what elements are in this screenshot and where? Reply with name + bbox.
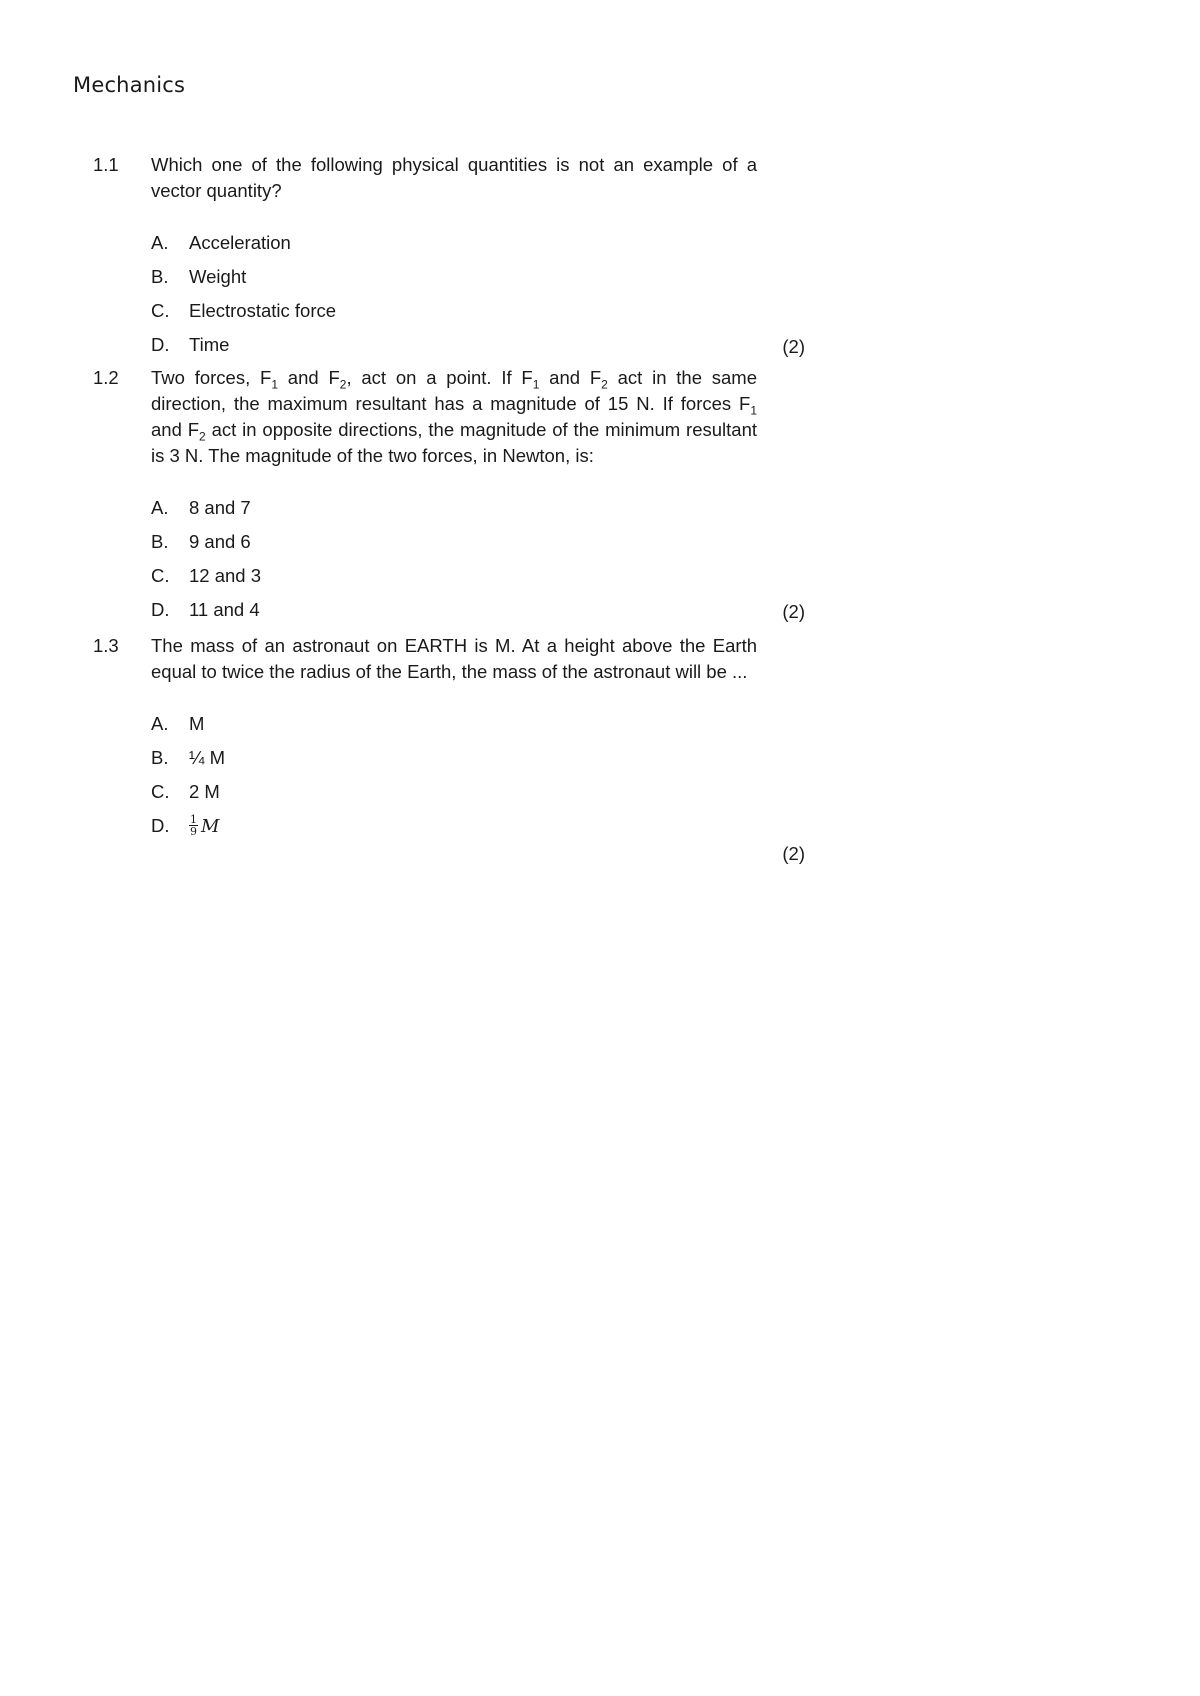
option-text: M (201, 816, 220, 837)
option-a[interactable] (151, 230, 805, 264)
option-list (151, 711, 805, 847)
marks-allocation: (2) (782, 601, 805, 622)
option-text: Weight (189, 266, 247, 287)
option-text: Time (189, 334, 230, 355)
option-letter: D. (151, 599, 170, 620)
option-a[interactable] (151, 495, 805, 529)
question-1-3 (93, 633, 805, 864)
option-text: Electrostatic force (189, 300, 337, 321)
option-letter: A. (151, 497, 169, 518)
option-list (151, 230, 805, 366)
option-b[interactable] (151, 529, 805, 563)
option-letter: D. (151, 334, 170, 355)
option-letter: B. (151, 747, 169, 768)
marks-allocation: (2) (782, 843, 805, 864)
marks-allocation: (2) (782, 336, 805, 357)
option-text: Acceleration (189, 232, 291, 253)
option-text: 8 and 7 (189, 497, 251, 518)
option-d[interactable] (151, 813, 805, 847)
question-1-2 (93, 365, 805, 631)
question-number: 1.1 (93, 154, 119, 175)
option-text: 9 and 6 (189, 531, 251, 552)
option-letter: C. (151, 300, 170, 321)
option-letter: A. (151, 713, 169, 734)
option-b[interactable] (151, 264, 805, 298)
page-title: Mechanics (73, 73, 186, 97)
option-b[interactable] (151, 745, 805, 779)
option-d[interactable] (151, 332, 805, 366)
option-c[interactable] (151, 563, 805, 597)
option-d[interactable] (151, 597, 805, 631)
option-list (151, 495, 805, 631)
option-letter: B. (151, 531, 169, 552)
option-letter: D. (151, 815, 170, 836)
option-letter: C. (151, 781, 170, 802)
option-letter: C. (151, 565, 170, 586)
option-a[interactable] (151, 711, 805, 745)
question-text: The mass of an astronaut on EARTH is M. At a height above the Earth equal to twice the radius of the Earth, the mass of the astronaut will be ... (151, 635, 757, 682)
option-text: 11 and 4 (189, 599, 260, 620)
option-text: M (189, 713, 205, 734)
option-letter: B. (151, 266, 169, 287)
question-text: Two forces, $F_1$ and $F_2$, act on a point. If $F_1$ and $F_2$ act in the same direction, the maximum resultant has a magnitude of 15 N. If forces $F_1$ and $F_2$ act in opposite directions, the magnitude of the minimum resultant is 3 N. The magnitude of the two forces, in Newton, is: (151, 367, 758, 466)
question-1-1 (93, 152, 805, 366)
fraction-one-ninth: $\frac{1}{9}$ (190, 812, 197, 838)
question-number: 1.3 (93, 635, 119, 656)
option-text: 12 and 3 (189, 565, 262, 586)
option-text: ¼ M (189, 747, 225, 768)
option-c[interactable] (151, 298, 805, 332)
question-number: 1.2 (93, 367, 119, 388)
question-text: Which one of the following physical quantities is not an example of a vector quantity? (151, 154, 757, 201)
option-c[interactable] (151, 779, 805, 813)
option-letter: A. (151, 232, 169, 253)
option-text: 2 M (189, 781, 220, 802)
